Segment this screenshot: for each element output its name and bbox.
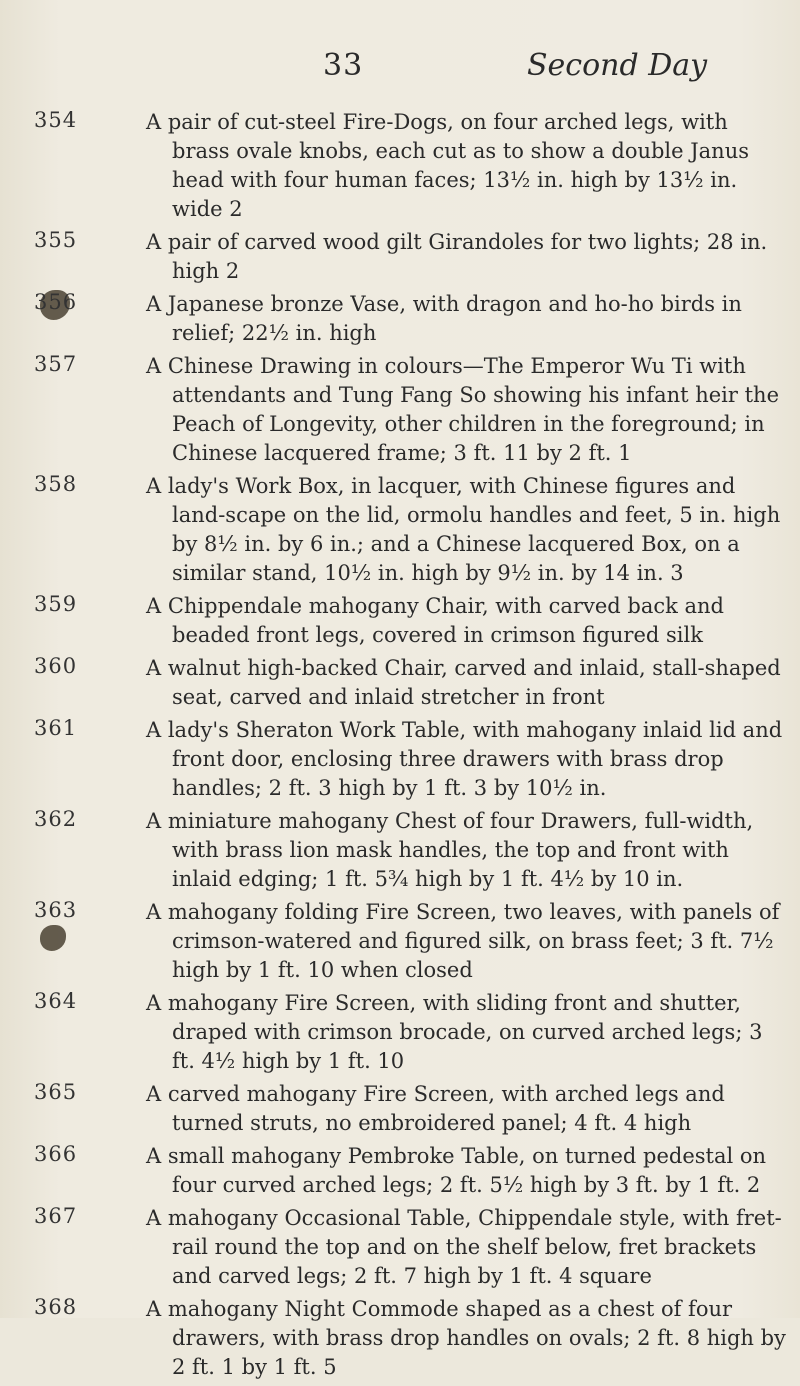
lot-entry [0, 654, 800, 712]
lot-number: 360 [34, 654, 78, 678]
lot-entry [0, 290, 800, 348]
lot-entry [0, 108, 800, 224]
lot-description: A mahogany Occasional Table, Chippendale style, with fret-rail round the top and on the shelf below, fret brackets and carved legs; 2 ft. 7 high by 1 ft. 4 square [146, 1206, 782, 1288]
lot-entry [0, 716, 800, 803]
lot-entry [0, 472, 800, 588]
lot-description: A pair of carved wood gilt Girandoles for two lights; 28 in. high 2 [146, 230, 768, 283]
page-number: 33 [323, 48, 364, 83]
lot-entry [0, 1295, 800, 1382]
lot-description: A mahogany Night Commode shaped as a chest of four drawers, with brass drop handles on ovals; 2 ft. 8 high by 2 ft. 1 by 1 ft. 5 [146, 1297, 786, 1379]
lot-list [0, 108, 800, 1386]
lot-entry [0, 228, 800, 286]
lot-entry [0, 1142, 800, 1200]
lot-description: A walnut high-backed Chair, carved and inlaid, stall-shaped seat, carved and inlaid stretcher in front [146, 656, 781, 709]
lot-number: 363 [34, 898, 78, 922]
lot-number: 367 [34, 1204, 78, 1228]
lot-number: 355 [34, 228, 78, 252]
lot-description: A lady's Sheraton Work Table, with mahogany inlaid lid and front door, enclosing three drawers with brass drop handles; 2 ft. 3 high by 1 ft. 3 by 10½ in. [146, 718, 783, 800]
lot-entry [0, 807, 800, 894]
lot-description: A pair of cut-steel Fire-Dogs, on four arched legs, with brass ovale knobs, each cut as to show a double Janus head with four human faces; 13½ in. high by 13½ in. wide 2 [146, 110, 750, 221]
lot-entry [0, 1080, 800, 1138]
section-title: Second Day [527, 48, 708, 83]
lot-number: 365 [34, 1080, 78, 1104]
lot-number: 361 [34, 716, 78, 740]
lot-description: A Chippendale mahogany Chair, with carved back and beaded front legs, covered in crimson figured silk [146, 594, 724, 647]
lot-description: A mahogany folding Fire Screen, two leaves, with panels of crimson-watered and figured silk, on brass feet; 3 ft. 7½ high by 1 ft. 10 when closed [146, 900, 780, 982]
lot-description: A small mahogany Pembroke Table, on turned pedestal on four curved arched legs; 2 ft. 5½ high by 3 ft. by 1 ft. 2 [146, 1144, 767, 1197]
lot-number: 356 [34, 290, 78, 314]
page-header [0, 48, 800, 88]
lot-number: 362 [34, 807, 78, 831]
lot-number: 359 [34, 592, 78, 616]
lot-entry [0, 898, 800, 985]
lot-entry [0, 1204, 800, 1291]
lot-number: 366 [34, 1142, 78, 1166]
lot-number: 368 [34, 1295, 78, 1319]
lot-description: A lady's Work Box, in lacquer, with Chinese figures and land-scape on the lid, ormolu handles and feet, 5 in. high by 8½ in. by 6 in.; and a Chinese lacquered Box, on a similar stand, 10½ in. high by 9½ in. by 14 in. 3 [146, 474, 781, 585]
lot-description: A Japanese bronze Vase, with dragon and ho-ho birds in relief; 22½ in. high [146, 292, 742, 345]
lot-description: A Chinese Drawing in colours—The Emperor Wu Ti with attendants and Tung Fang So showing his infant heir the Peach of Longevity, other children in the foreground; in Chinese lacquered frame; 3 ft. 11 by 2 ft. 1 [146, 354, 780, 465]
lot-description: A miniature mahogany Chest of four Drawers, full-width, with brass lion mask handles, the top and front with inlaid edging; 1 ft. 5¾ high by 1 ft. 4½ by 10 in. [146, 809, 754, 891]
lot-number: 364 [34, 989, 78, 1013]
lot-number: 358 [34, 472, 78, 496]
lot-description: A carved mahogany Fire Screen, with arched legs and turned struts, no embroidered panel; 4 ft. 4 high [146, 1082, 725, 1135]
lot-entry [0, 352, 800, 468]
lot-description: A mahogany Fire Screen, with sliding front and shutter, draped with crimson brocade, on curved arched legs; 3 ft. 4½ high by 1 ft. 10 [146, 991, 763, 1073]
lot-number: 357 [34, 352, 78, 376]
lot-number: 354 [34, 108, 78, 132]
lot-entry [0, 592, 800, 650]
lot-entry [0, 989, 800, 1076]
